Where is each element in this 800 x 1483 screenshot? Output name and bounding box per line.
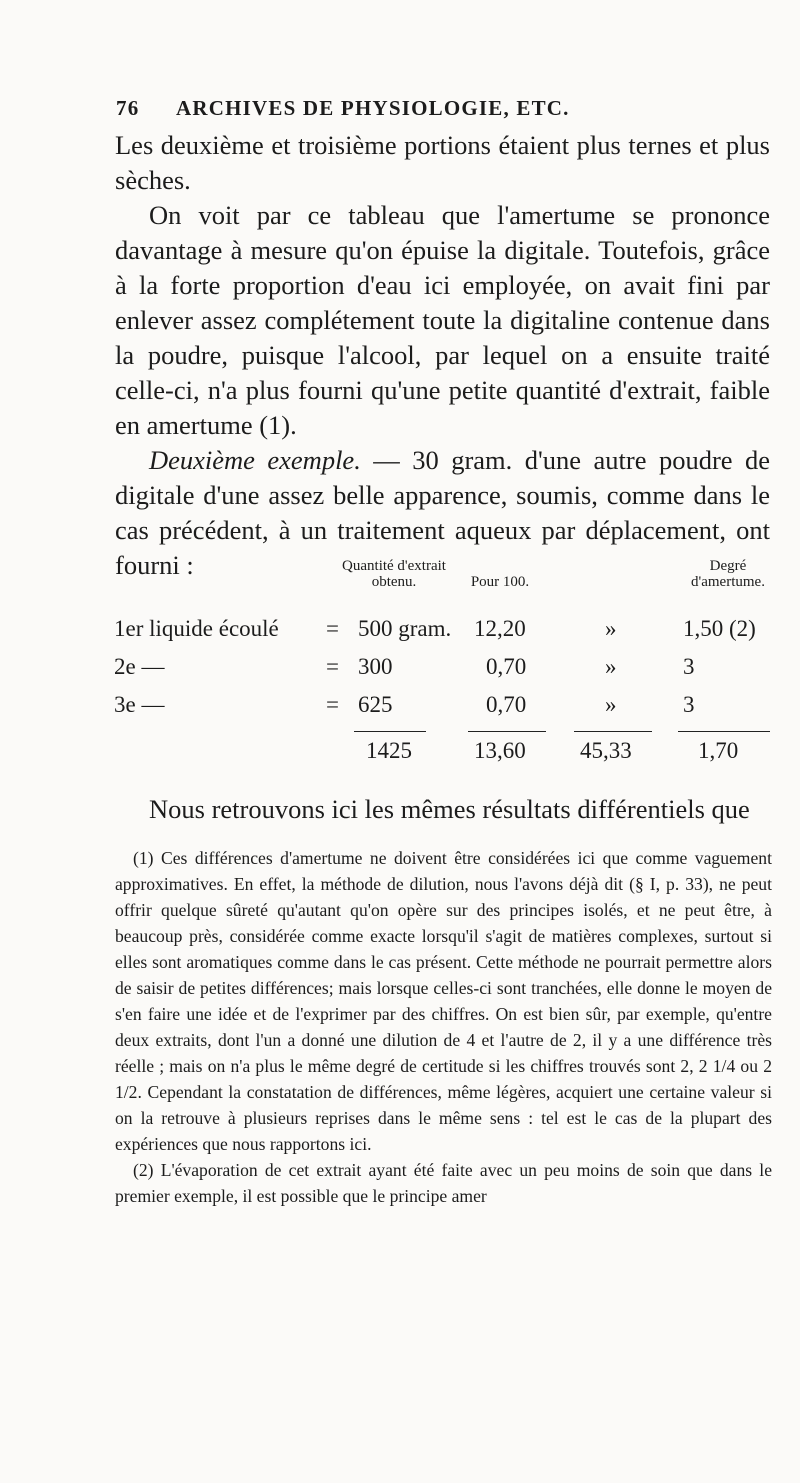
total-rule-percent: [574, 731, 652, 732]
row-3-degree: 3: [683, 692, 695, 717]
header-percent: Pour 100.: [470, 574, 530, 590]
paragraph-1: Les deuxième et troisième portions étaient plus ternes et plus sèches.: [115, 130, 770, 195]
example-label: Deuxième exemple.: [149, 445, 361, 475]
total-rule-volume: [354, 731, 426, 732]
running-title: ARCHIVES DE PHYSIOLOGIE, ETC.: [176, 96, 570, 120]
total-rule-quantity: [468, 731, 546, 732]
row-3-label: 3e —: [114, 692, 165, 717]
header-quantity: Quantité d'extrait obtenu.: [342, 558, 446, 590]
row-3-percent: »: [605, 692, 617, 717]
row-1-volume: 500 gram.: [358, 616, 452, 641]
row-1-percent: »: [605, 616, 617, 641]
footnote-1: (1) Ces différences d'amertume ne doivent être considérées ici que comme vaguement approximatives. En effet, la méthode de dilution, nous l'avons déjà dit (§ I, p. 33), ne peut offrir quelque sûreté qu'autant qu'on opère sur des principes isolés, et ne peut être, à beaucoup près, considérée comme exacte lorsqu'il s'agit de matières complexes, surtout si elles sont aromatiques comme dans le cas présent. Cette méthode ne pourrait permettre alors de saisir de petites différences; mais lorsque celles-ci sont tranchées, elle donne le moyen de s'en faire une idée et de l'exprimer par des chiffres. On est bien sûr, par exemple, qu'entre deux extraits, dont l'un a donné une dilution de 4 et l'autre de 2, il y a une différence très réelle ; mais on n'a plus le même degré de certitude si les chiffres trouvés sont 2, 2 1/4 ou 2 1/2. Cependant la constatation de différences, même légères, acquiert une certaine valeur si on la retrouve à plusieurs reprises dans le même sens : tel est le cas de la plupart des expériences que nous rapportons ici.: [115, 848, 772, 1154]
main-text: [115, 128, 770, 583]
total-rule-degree: [678, 731, 770, 732]
total-volume: 1425: [366, 738, 412, 763]
header-degree: Degré d'amertume.: [691, 558, 765, 590]
row-2-eq: =: [326, 654, 339, 679]
running-header: [116, 96, 676, 121]
row-2-label: 2e —: [114, 654, 165, 679]
page-number: 76: [116, 96, 140, 120]
row-2-volume: 300: [358, 654, 393, 679]
row-3-eq: =: [326, 692, 339, 717]
total-percent: 45,33: [580, 738, 632, 763]
row-2-percent: »: [605, 654, 617, 679]
footnotes: [115, 845, 772, 1209]
total-degree: 1,70: [698, 738, 739, 763]
row-1-eq: =: [326, 616, 339, 641]
row-3-quantity: 0,70: [486, 692, 527, 717]
paragraph-4: Nous retrouvons ici les mêmes résultats différentiels que: [149, 794, 750, 824]
row-3-volume: 625: [358, 692, 393, 717]
row-1-quantity: 12,20: [474, 616, 526, 641]
row-1-label: 1er liquide écoulé: [114, 616, 279, 641]
row-2-quantity: 0,70: [486, 654, 527, 679]
footnote-2: (2) L'évaporation de cet extrait ayant été faite avec un peu moins de soin que dans le premier exemple, il est possible que le principe amer: [115, 1160, 772, 1206]
total-quantity: 13,60: [474, 738, 526, 763]
row-2-degree: 3: [683, 654, 695, 679]
row-1-degree: 1,50 (2): [683, 616, 756, 641]
paragraph-3-text: — 30 gram. d'une autre poudre de digitale d'une assez belle apparence, soumis, comme dans le cas précédent, à un traitement aqueux par déplacement, ont fourni :: [115, 445, 771, 580]
paragraph-2: On voit par ce tableau que l'amertume se prononce davantage à mesure qu'on épuise la digitale. Toutefois, grâce à la forte proportion d'eau ici employée, on avait fini par enlever assez complétement toute la digitaline contenue dans la poudre, puisque l'alcool, par lequel on a ensuite traité celle-ci, n'a plus fourni qu'une petite quantité d'extrait, faible en amertume (1).: [115, 200, 770, 440]
results-table: [114, 558, 770, 788]
